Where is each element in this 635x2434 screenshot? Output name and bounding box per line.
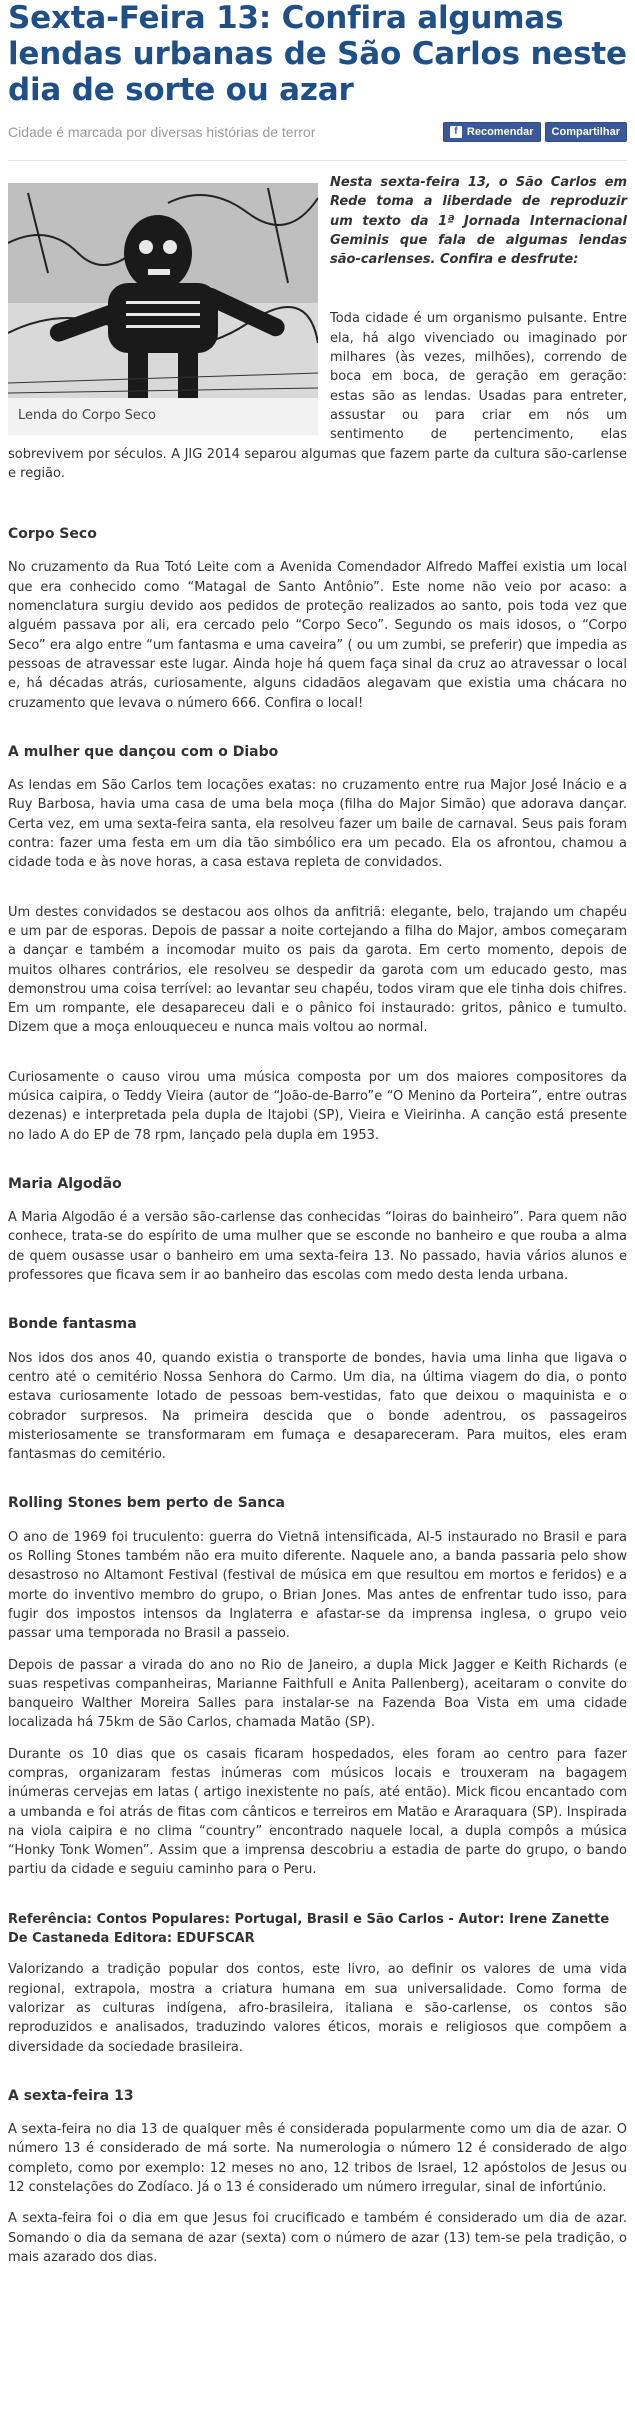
- section-heading: Corpo Seco: [8, 526, 97, 543]
- section-mulher-diabo: [8, 743, 627, 1145]
- corpo-seco-illustration: [8, 183, 318, 398]
- section-heading: Rolling Stones bem perto de Sanca: [8, 1495, 285, 1512]
- article-subtitle: Cidade é marcada por diversas histórias de terror: [8, 124, 316, 140]
- section-bonde-fantasma: [8, 1315, 627, 1464]
- section-paragraph: O ano de 1969 foi truculento: guerra do Vietnã intensificada, AI-5 instaurado no Brasil e para os Rolling Stones também não era muito diferente. Naquele ano, a banda passaria pelo show desastroso no Altamont Festival (festival de música em que resultou em mortos e feridos) e a morte do inventivo membro do grupo, o Brian Jones. Mas antes de enfrentar tudo isso, para fugir dos impostos intensos da Inglaterra e afastar-se da imprensa inglesa, o grupo veio passar uma temporada no Brasil a passeio.: [8, 1529, 627, 1642]
- section-paragraph: No cruzamento da Rua Totó Leite com a Avenida Comendador Alfredo Maffei existia um local que era conhecido como “Matagal de Santo Antônio”. Este nome não veio por acaso: a nomenclatura surgiu devido aos pedidos de proteção realizados ao santo, pois toda vez que alguém passava por ali, era cercado pelo “Corpo Seco”. Segundo os mais idosos, o “Corpo Seco” era algo entre “um fantasma e uma caveira” ( ou um zumbi, se preferir) que impedia as pessoas de atravessar este lugar. Ainda hoje há quem faça sinal da cruz ao atravessar o local e, há décadas atrás, curiosamente, alguns cidadãos alegavam que existia uma chácara no cruzamento que levava o número 666. Confira o local!: [8, 560, 627, 711]
- figure-caption: Lenda do Corpo Seco: [18, 408, 157, 423]
- subtitle-row: [8, 122, 627, 161]
- section-paragraph: A sexta-feira no dia 13 de qualquer mês é considerada popularmente como um dia de azar. O número 13 é considerado de má sorte. Na numerologia o número 12 é considerado de algo completo, como por exemplo: 12 meses no ano, 12 tribos de Israel, 12 apóstolos de Jesus ou 12 constelações do Zodíaco. Já o 13 é considerado um número irregular, sinal de infortúnio.: [8, 2122, 627, 2196]
- recommend-label: Recomendar: [466, 126, 534, 138]
- section-paragraph: A Maria Algodão é a versão são-carlense das conhecidas “loiras do bainheiro”. Para quem não conhece, trata-se do espírito de uma mulher que se esconde no banheiro e que rouba a alma de quem ousasse usar o banheiro em uma sexta-feira 13. No passado, havia vários alunos e professores que ficava sem ir ao banheiro das escolas com medo desta lenda urbana.: [8, 1210, 627, 1284]
- article-figure: [8, 183, 318, 435]
- section-rolling-stones: [8, 1494, 627, 1879]
- section-heading: Bonde fantasma: [8, 1316, 137, 1333]
- section-paragraph: Depois de passar a virada do ano no Rio de Janeiro, a dupla Mick Jagger e Keith Richards (e suas respetivas companheiras, Marianne Faithfull e Anita Pallenberg), aceitaram o convite do banqueiro Walther Moreira Salles para instalar-se na Fazenda Boa Vista em uma cidade localizada há 75km de São Carlos, chamada Matão (SP).: [8, 1657, 627, 1731]
- facebook-recommend-button[interactable]: [443, 122, 541, 142]
- section-paragraph: A sexta-feira foi o dia em que Jesus foi crucificado e também é considerado um dia de azar. Somando o dia da semana de azar (sexta) com o número de azar (13) tem-se pela tradição, o mais azarado dos dias.: [8, 2211, 627, 2265]
- section-paragraph: Curiosamente o causo virou uma música composta por um dos maiores compositores da música caipira, o Teddy Vieira (autor de “João-de-Barro”e “O Menino da Porteira”, entre outras dezenas) e interpretada pela dupla de Itajobi (SP), Vieira e Vieirinha. A canção está presente no lado A do EP de 78 rpm, lançado pela dupla em 1953.: [8, 1069, 627, 1143]
- section-sexta-feira-13: [8, 2087, 627, 2267]
- facebook-icon: f: [450, 126, 462, 138]
- share-label: Compartilhar: [551, 126, 620, 138]
- section-paragraph: Nos idos dos anos 40, quando existia o transporte de bondes, havia uma linha que ligava o centro até o cemitério Nossa Senhora do Carmo. Um dia, na última viagem do dia, o ponto estava curiosamente lotado de pessoas bem-vestidas, fato que deixou o maquinista e o cobrador surpresos. Na primeira descida que o bonde adentrou, os passageiros misteriosamente se transformaram em fumaça e desapareceram. Para muitos, eles eram fantasmas do cemitério.: [8, 1350, 627, 1463]
- section-paragraph: As lendas em São Carlos tem locações exatas: no cruzamento entre rua Major José Inácio e a Ruy Barbosa, havia uma casa de uma bela moça (filha do Major Simão) que adorava dançar. Certa vez, em uma sexta-feira santa, ela resolveu fazer um baile de carnaval. Seus pais foram contra: fazer uma festa em um dia tão simbólico era um pecado. Ela os afrontou, chamou a cidade toda e às nove horas, a casa estava repleta de convidados.: [8, 778, 627, 871]
- article-body: [8, 173, 627, 2267]
- article-lead: Nesta sexta-feira 13, o São Carlos em Rede toma a liberdade de reproduzir um texto da 1ª Jornada Internacional Geminis que fala de algumas lendas são-carlenses. Confira e desfrute:: [330, 175, 627, 268]
- section-maria-algodao: [8, 1175, 627, 1285]
- section-paragraph: Um destes convidados se destacou aos olhos da anfitriã: elegante, belo, trajando um chapéu e um par de esporas. Depois de passar a noite cortejando a filha do Major, ambos começaram a dançar e também a incomodar muito os pais da garota. Em certo momento, depois de muitos olhares contrários, ele resolveu se despedir da garota com um educado gesto, mas demonstrou uma coisa terrível: ao levantar seu chapéu, todos viram que ele tinha dois chifres. Em um rompante, ele desapareceu dali e o pânico foi instaurado: gritos, pânico e tumulto. Dizem que a moça enlouqueceu e nunca mais voltou ao normal.: [8, 904, 627, 1036]
- section-heading: A mulher que dançou com o Diabo: [8, 743, 279, 760]
- section-heading: Maria Algodão: [8, 1175, 122, 1192]
- section-corpo-seco: [8, 525, 627, 713]
- reference-title: Referência: Contos Populares: Portugal, Brasil e São Carlos - Autor: Irene Zanette De Castaneda Editora: EDUFSCAR: [8, 1911, 610, 1947]
- reference-paragraph: Valorizando a tradição popular dos contos, este livro, ao definir os valores de uma vida regional, extrapola, mostra a criatura humana em sua universalidade. Como forma de valorizar as culturas indígena, afro-brasileira, italiana e são-carlense, os contos são reproduzidos e analisados, traduzindo valores éticos, morais e religiosos que compõem a diversidade da sociedade brasileira.: [8, 1962, 627, 2055]
- section-paragraph: Durante os 10 dias que os casais ficaram hospedados, eles foram ao centro para fazer compras, organizaram festas inúmeras com músicos locais e trouxeram na bagagem inúmeras cervejas em latas ( artigo inexistente no país, até então). Mick ficou encantado com a umbanda e foi atrás de fitas com cânticos e terreiros em Matão e Araraquara (SP). Inspirada na viola caipira e no clima “country” encontrado naquele local, a dupla compôs a música “Honky Tonk Women”. Assim que a imprensa descobriu a estadia de parte do grupo, o bando partiu da cidade e seguiu caminho para o Peru.: [8, 1746, 627, 1878]
- facebook-share-button[interactable]: [545, 122, 627, 142]
- section-reference: [8, 1910, 627, 2057]
- article-intro: Toda cidade é um organismo pulsante. Entre ela, há algo vivenciado ou imaginado por milhares (às vezes, milhões), correndo de boca em boca, de geração em geração: estas são as lendas. Usadas para entreter, assustar ou para criar em nós um sentimento de pertencimento, elas sobrevivem por séculos. A JIG 2014 separou algumas que fazem parte da cultura são-carlense e região.: [8, 311, 627, 481]
- share-buttons: [443, 122, 627, 142]
- section-heading: A sexta-feira 13: [8, 2087, 134, 2104]
- article-title: Sexta-Feira 13: Confira algumas lendas urbanas de São Carlos neste dia de sorte ou azar: [8, 0, 627, 108]
